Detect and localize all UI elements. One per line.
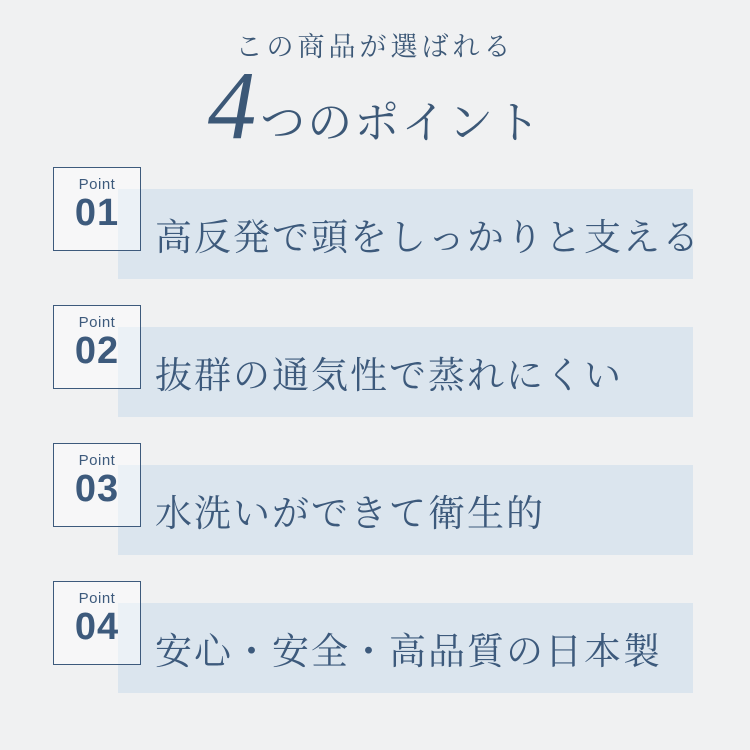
- point-text: 水洗いができて衛生的: [155, 494, 545, 535]
- point-label: Point: [78, 176, 116, 193]
- point-row-3: [53, 443, 693, 555]
- point-number: 03: [74, 467, 120, 510]
- point-text: 安心・安全・高品質の日本製: [155, 632, 662, 673]
- point-number-box: [53, 443, 141, 527]
- point-row-2: [53, 305, 693, 417]
- point-row-4: [53, 581, 693, 693]
- point-label: Point: [78, 590, 116, 607]
- point-number-box: [53, 305, 141, 389]
- point-text: 抜群の通気性で蒸れにくい: [155, 356, 623, 397]
- title-text: つのポイント: [260, 97, 543, 148]
- point-number-box: [53, 581, 141, 665]
- subtitle: この商品が選ばれる: [235, 32, 515, 62]
- point-row-1: [53, 167, 701, 279]
- point-label: Point: [78, 452, 116, 469]
- point-number: 01: [74, 191, 120, 234]
- point-number: 02: [74, 329, 120, 372]
- title-number: 4: [207, 51, 259, 159]
- points-list: [53, 167, 701, 719]
- header: [0, 0, 750, 165]
- point-text: 高反発で頭をしっかりと支える: [155, 218, 701, 259]
- point-label: Point: [78, 314, 116, 331]
- point-number-box: [53, 167, 141, 251]
- page-title: [0, 51, 750, 165]
- point-number: 04: [74, 605, 120, 648]
